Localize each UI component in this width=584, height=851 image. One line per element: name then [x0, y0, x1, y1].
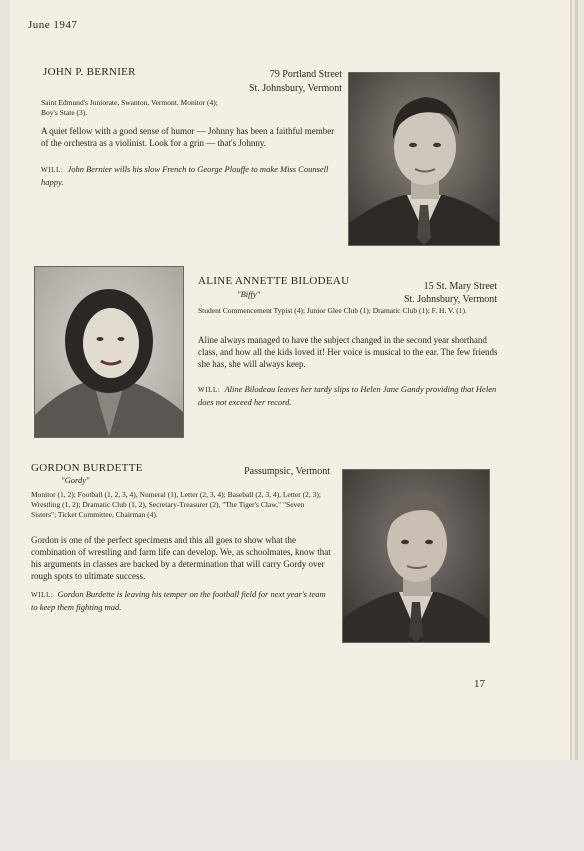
entry-name: ALINE ANNETTE BILODEAU [198, 275, 350, 287]
portrait-photo-aline-bilodeau [34, 266, 184, 438]
will-label: WILL: [41, 166, 64, 174]
entry-nickname: "Gordy" [61, 475, 90, 485]
entry-address-line1: 79 Portland Street [269, 69, 342, 80]
will-label: WILL: [31, 591, 54, 599]
entry-activities: Student Commencement Typist (4); Junior Glee Club (1); Dramatic Club (1); F. H. V. (1). [198, 306, 467, 315]
entry-will [31, 588, 331, 613]
entry-address-line1: 15 St. Mary Street [423, 281, 497, 292]
background [0, 760, 584, 851]
entry-address-line2: St. Johnsbury, Vermont [403, 294, 497, 305]
entry-address-line2: St. Johnsbury, Vermont [248, 83, 342, 94]
entry-will [41, 163, 343, 188]
page-header: June 1947 [28, 19, 78, 31]
entry-name: GORDON BURDETTE [31, 462, 143, 474]
entry-name: JOHN P. BERNIER [43, 66, 136, 78]
page-number: 17 [474, 678, 485, 690]
will-text: Aline Bilodeau leaves her tardy slips to Helen Jane Gandy providing that Helen does not exceed her record. [198, 384, 497, 407]
entry-description: Gordon is one of the perfect specimens and this all goes to show what the combination of wrestling and farm life can develop. We, as schoolmates, know that his arguments in classes are backed by a determination that will carry Gordy over rough spots to ultimate success. [31, 535, 331, 581]
portrait-photo-john-bernier [348, 72, 500, 246]
portrait-photo-gordon-burdette [342, 469, 490, 643]
will-text: John Bernier wills his slow French to George Plouffe to make Miss Counsell happy. [41, 164, 329, 187]
entry-will [198, 383, 498, 408]
entry-description: A quiet fellow with a good sense of humor — Johnny has been a faithful member of the orchestra as a violinist. Look for a grin — that's Johnny. [41, 126, 335, 148]
entry-description: Aline always managed to have the subject changed in the second year shorthand class, and how all the kids loved it! Her voice is musical to the ear. The few friends she has, she will always keep. [198, 335, 498, 369]
entry-activities: Monitor (1, 2); Football (1, 2, 3, 4), Numeral (1), Letter (2, 3, 4); Baseball (2, 3, 4), Letter (2, 3); Wrestling (1, 2); Dramatic Club (1, 2), Secretary-Treasurer (2), "The Tiger's Claw," "Seven Sisters"; Ticket Committee, Chairman (4). [31, 490, 321, 519]
will-label: WILL: [198, 386, 221, 394]
entry-activities: Saint Edmund's Juniorate, Swanton, Vermont. Monitor (4); Boy's State (3). [41, 98, 218, 117]
will-text: Gordon Burdette is leaving his temper on the football field for next year's team to keep them fighting mad. [31, 589, 326, 612]
entry-address-line1: Passumpsic, Vermont [244, 466, 330, 477]
entry-nickname: "Biffy" [237, 289, 261, 299]
